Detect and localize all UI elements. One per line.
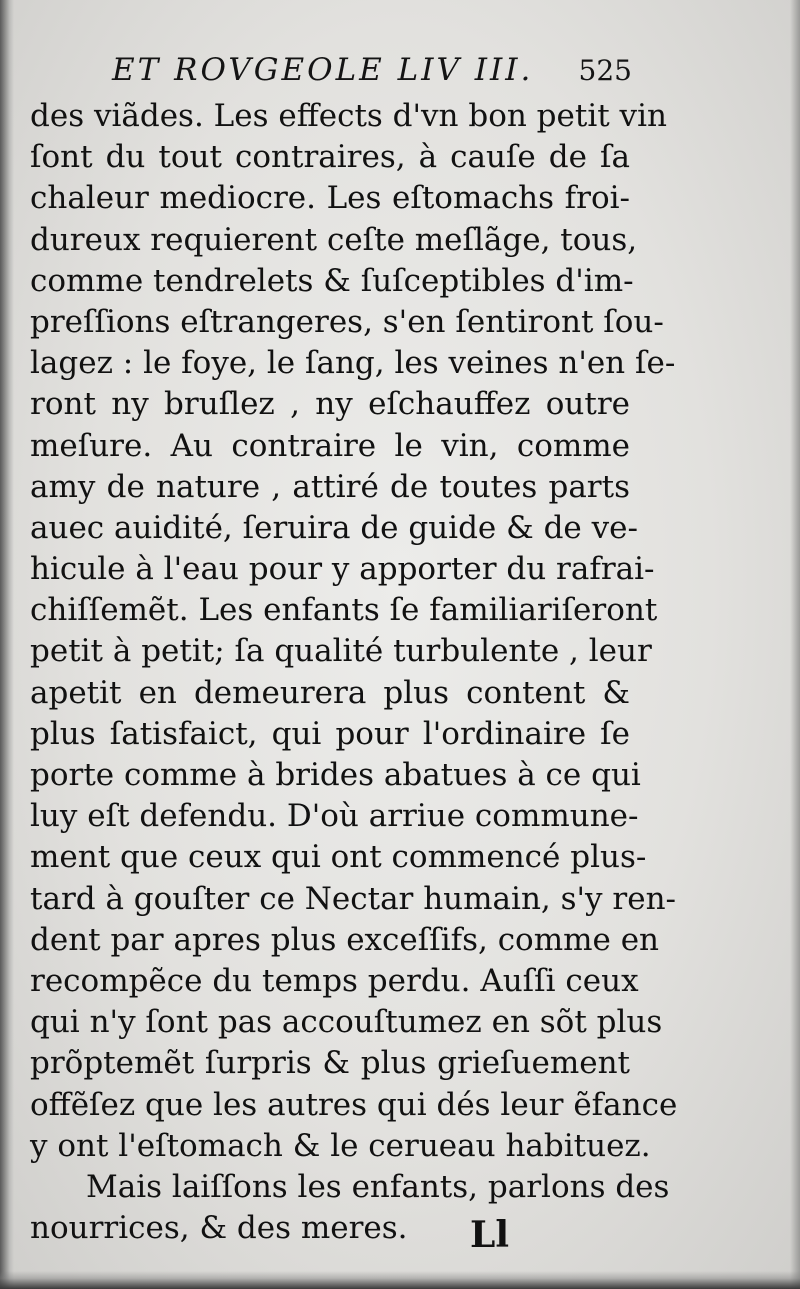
text-line: lagez : le foye, le ſang, les veines n'en ſe- [30, 345, 676, 382]
text-line: des viãdes. Les effects d'vn bon petit vin [30, 98, 667, 134]
text-line: amy de nature , attiré de toutes parts [30, 468, 630, 505]
text-line: chaleur mediocre. Les eſtomachs froi- [30, 180, 630, 217]
text-line: Mais laiſſons les enfants, parlons des [86, 1168, 670, 1205]
text-line: meſure. Au contraire le vin, comme [30, 427, 630, 464]
text-line: luy eſt defendu. D'où arriue commune- [30, 798, 639, 835]
text-line: ront ny bruſlez , ny eſchauffez outre [30, 386, 630, 423]
text-line: comme tendrelets & ſuſceptibles d'im- [30, 262, 634, 299]
running-head: ET ROVGEOLE LIV III. [112, 52, 534, 88]
text-line: hicule à l'eau pour y apporter du rafrai- [30, 551, 655, 588]
text-line: qui n'y ſont pas accouſtumez en sõt plus [30, 1004, 663, 1041]
text-line: ſont du tout contraires, à cauſe de ſa [30, 139, 630, 176]
text-line: prõptemẽt ſurpris & plus grieſuement [30, 1045, 630, 1082]
text-line: dureux requierent ceſte meſlãge, tous, [30, 221, 638, 258]
text-line: porte comme à brides abatues à ce qui [30, 757, 641, 793]
text-line: apetit en demeurera plus content & [30, 674, 630, 711]
text-line: dent par apres plus exceſſifs, comme en [30, 921, 660, 958]
page-left-edge-shadow [0, 0, 14, 1289]
signature-mark: Ll [470, 1214, 509, 1256]
text-line: y ont l'eſtomach & le cerueau habituez. [30, 1127, 651, 1164]
text-line: tard à gouſter ce Nectar humain, s'y ren- [30, 880, 677, 917]
text-line: preſſions eſtrangeres, s'en ſentiront ſou- [30, 303, 664, 340]
text-line: petit à petit; ſa qualité turbulente , leur [30, 633, 652, 670]
page-header [112, 52, 632, 100]
text-line: recompẽce du temps perdu. Auſſi ceux [30, 962, 639, 999]
text-line: chiſſemẽt. Les enfants ſe familiariſeront [30, 592, 658, 629]
text-line: offẽſez que les autres qui dés leur ẽfance [30, 1086, 678, 1123]
body-text [30, 96, 678, 1249]
text-line: plus ſatisfaict, qui pour l'ordinaire ſe [30, 715, 630, 752]
page-right-edge-shadow [790, 0, 800, 1289]
page-bottom-edge-shadow [0, 1271, 800, 1289]
text-line: auec auidité, ſeruira de guide & de ve- [30, 509, 638, 546]
page-number: 525 [578, 54, 632, 87]
text-line: nourrices, & des meres. [30, 1210, 408, 1247]
text-line: ment que ceux qui ont commencé plus- [30, 839, 647, 876]
